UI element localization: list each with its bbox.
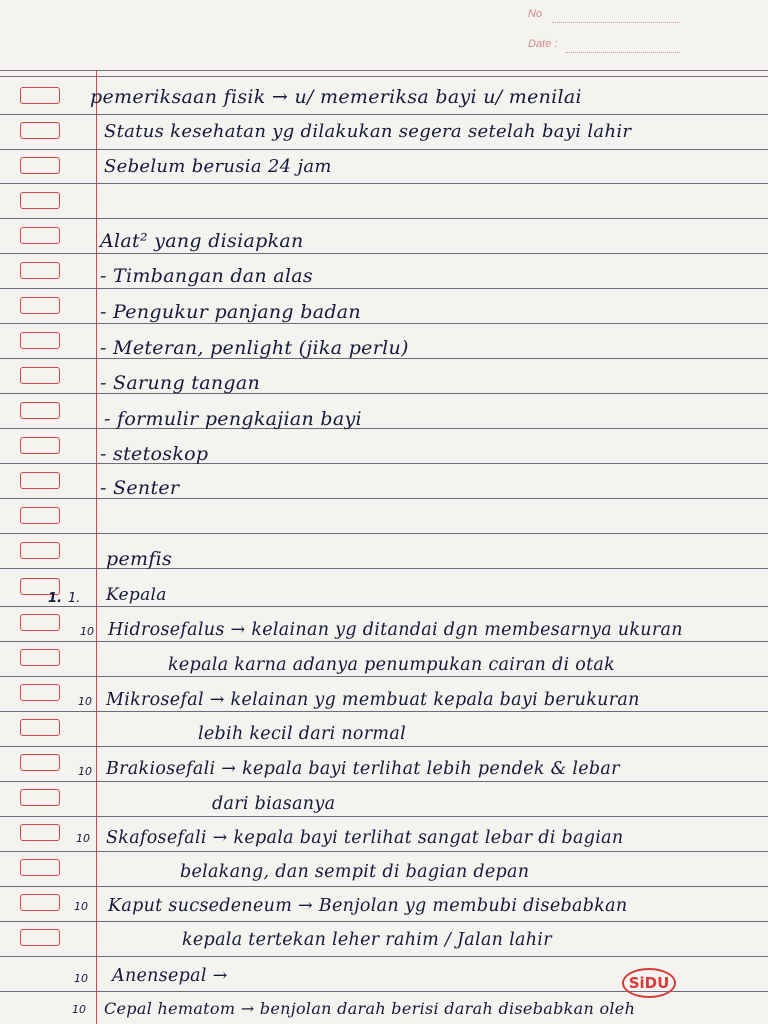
date-label: Date : — [528, 38, 558, 50]
ruled-line — [0, 816, 768, 817]
ruled-line — [0, 114, 768, 115]
handwritten-line: Hidrosefalus → kelainan yg ditandai dgn membesarnya ukuran — [108, 620, 683, 640]
item-marker: 10 — [78, 765, 92, 778]
date-field-line — [566, 52, 680, 53]
checkbox[interactable] — [20, 227, 60, 244]
ruled-line — [0, 641, 768, 642]
checkbox[interactable] — [20, 754, 60, 771]
ruled-line — [0, 956, 768, 957]
item-marker: 10 — [74, 972, 88, 985]
checkbox[interactable] — [20, 262, 60, 279]
checkbox[interactable] — [20, 824, 60, 841]
checkbox[interactable] — [20, 789, 60, 806]
checkbox[interactable] — [20, 649, 60, 666]
no-field-line — [552, 22, 680, 23]
item-number: 1. — [68, 591, 81, 606]
item-number-mark: 1. — [48, 591, 62, 606]
ruled-line — [0, 323, 768, 324]
handwritten-line: - Meteran, penlight (jika perlu) — [100, 337, 409, 359]
ruled-line — [0, 533, 768, 534]
handwritten-line: - formulir pengkajian bayi — [104, 408, 362, 430]
top-rule — [0, 76, 768, 77]
checkbox[interactable] — [20, 122, 60, 139]
handwritten-line: - Senter — [100, 477, 180, 499]
handwritten-line: Anensepal → — [112, 966, 228, 986]
handwritten-line: lebih kecil dari normal — [198, 724, 406, 744]
checkbox[interactable] — [20, 297, 60, 314]
ruled-line — [0, 253, 768, 254]
ruled-line — [0, 606, 768, 607]
ruled-line — [0, 288, 768, 289]
handwritten-line: Sebelum berusia 24 jam — [104, 156, 332, 177]
checkbox[interactable] — [20, 684, 60, 701]
checkbox[interactable] — [20, 157, 60, 174]
sidu-brand-stamp: SiDU — [622, 968, 676, 998]
ruled-line — [0, 851, 768, 852]
checkbox[interactable] — [20, 614, 60, 631]
checkbox[interactable] — [20, 859, 60, 876]
handwritten-line: - Pengukur panjang badan — [100, 301, 361, 323]
item-marker: 10 — [74, 900, 88, 913]
checkbox[interactable] — [20, 332, 60, 349]
item-marker: 10 — [76, 832, 90, 845]
checkbox[interactable] — [20, 719, 60, 736]
ruled-line — [0, 183, 768, 184]
handwritten-line: Kepala — [106, 585, 167, 605]
checkbox[interactable] — [20, 367, 60, 384]
checkbox[interactable] — [20, 437, 60, 454]
checkbox[interactable] — [20, 87, 60, 104]
handwritten-line: Status kesehatan yg dilakukan segera setelah bayi lahir — [104, 121, 632, 142]
checkbox[interactable] — [20, 542, 60, 559]
handwritten-line: pemfis — [106, 548, 173, 570]
checkbox[interactable] — [20, 507, 60, 524]
handwritten-line: - Sarung tangan — [100, 372, 260, 394]
ruled-line — [0, 781, 768, 782]
item-marker: 10 — [78, 695, 92, 708]
handwritten-line: belakang, dan sempit di bagian depan — [180, 862, 530, 882]
item-marker: 10 — [72, 1003, 86, 1016]
checkbox[interactable] — [20, 192, 60, 209]
handwritten-line: kepala karna adanya penumpukan cairan di otak — [168, 655, 616, 675]
ruled-line — [0, 746, 768, 747]
checkbox[interactable] — [20, 402, 60, 419]
item-marker: 10 — [80, 625, 94, 638]
margin-line — [96, 70, 97, 1024]
handwritten-line: kepala tertekan leher rahim / Jalan lahir — [182, 930, 552, 950]
handwritten-line: - Timbangan dan alas — [100, 265, 313, 287]
checkbox[interactable] — [20, 894, 60, 911]
handwritten-line: - stetoskop — [100, 443, 209, 465]
ruled-line — [0, 711, 768, 712]
handwritten-line: Cepal hematom → benjolan darah berisi darah disebabkan oleh — [104, 999, 636, 1018]
handwritten-line: pemeriksaan fisik → u/ memeriksa bayi u/ menilai — [90, 86, 582, 108]
handwritten-line: Mikrosefal → kelainan yg membuat kepala bayi berukuran — [106, 690, 640, 710]
ruled-line — [0, 676, 768, 677]
no-label: No — [528, 8, 543, 20]
handwritten-line: Skafosefali → kepala bayi terlihat sangat lebar di bagian — [106, 828, 624, 848]
ruled-line — [0, 886, 768, 887]
handwritten-line: Alat² yang disiapkan — [100, 230, 304, 252]
handwritten-line: dari biasanya — [212, 794, 336, 814]
top-rule — [0, 70, 768, 71]
handwritten-line: Brakiosefali → kepala bayi terlihat lebih pendek & lebar — [106, 759, 620, 779]
ruled-line — [0, 218, 768, 219]
ruled-line — [0, 149, 768, 150]
ruled-line — [0, 921, 768, 922]
handwritten-line: Kaput sucsedeneum → Benjolan yg membubi disebabkan — [108, 896, 628, 916]
checkbox[interactable] — [20, 929, 60, 946]
checkbox[interactable] — [20, 472, 60, 489]
